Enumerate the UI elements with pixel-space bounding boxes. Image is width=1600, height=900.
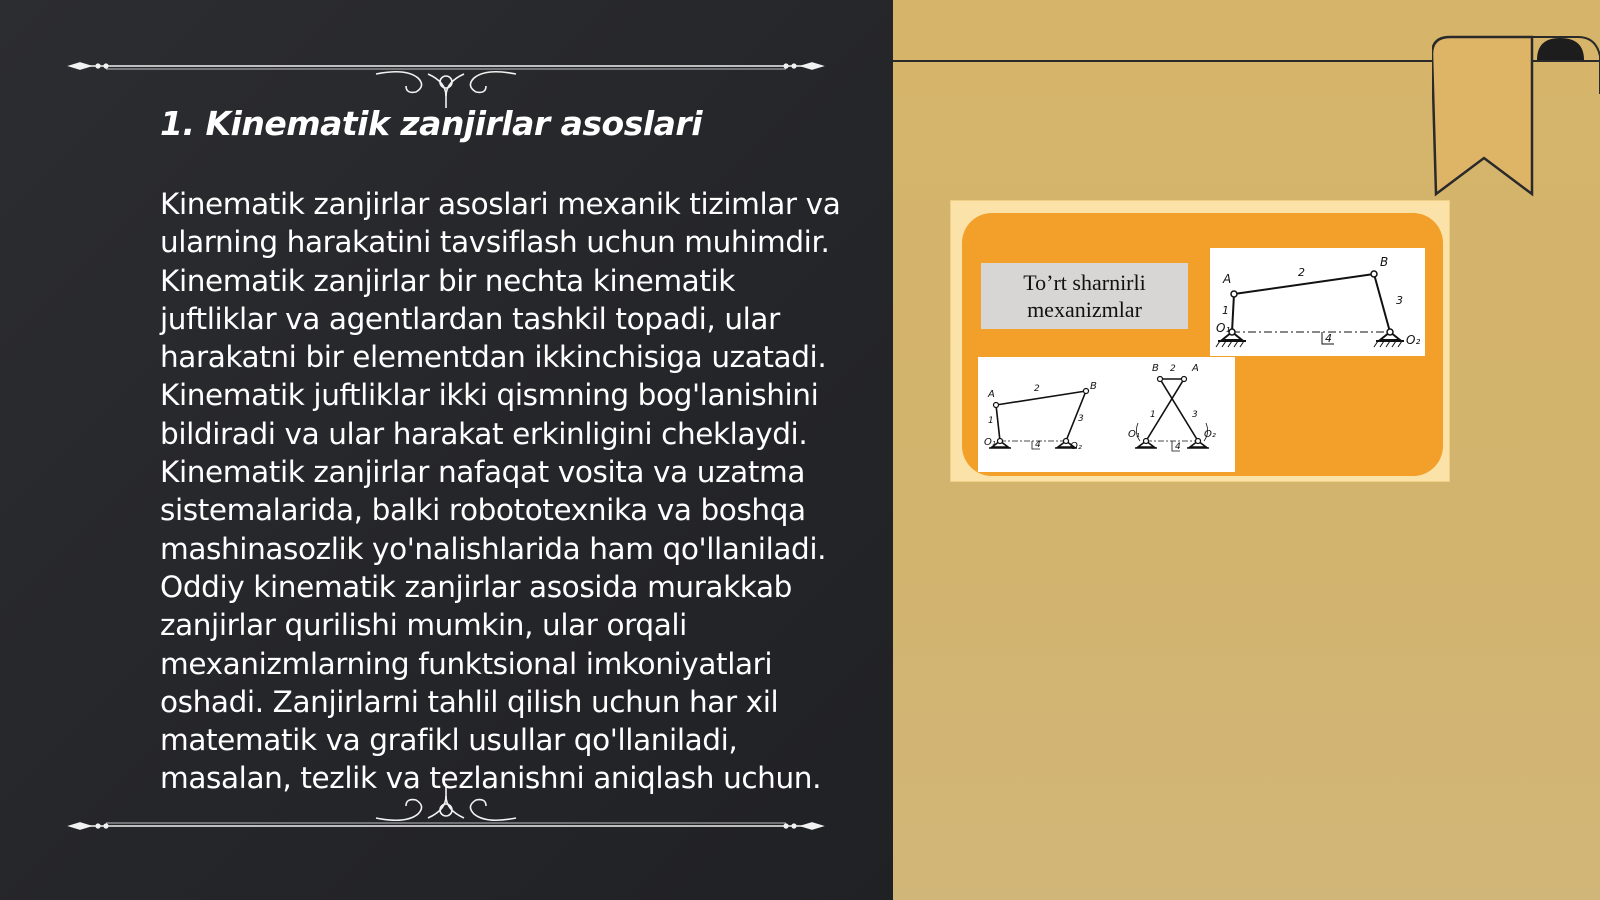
link-3-label-3: 3 xyxy=(1192,410,1198,420)
figure-background xyxy=(962,213,1443,476)
mechanism-figure xyxy=(950,200,1450,482)
pivot-o2-label-3: O₂ xyxy=(1204,429,1216,440)
pivot-o2-label-2: O₂ xyxy=(1070,441,1082,452)
point-b-label: B xyxy=(1380,255,1389,269)
link-2-label-3: 2 xyxy=(1170,364,1176,374)
figure-caption: To’rt sharnirli mexanizmlar xyxy=(981,263,1188,329)
point-a-label-3: A xyxy=(1192,363,1199,374)
link-4-label: 4 xyxy=(1325,332,1332,345)
ornament-divider-top-icon xyxy=(66,52,826,108)
point-b-label-3: B xyxy=(1152,363,1159,374)
slide-title: 1. Kinematik zanjirlar asoslari xyxy=(160,104,703,143)
link-4-label-3: 4 xyxy=(1175,442,1181,452)
link-2-label-2: 2 xyxy=(1034,384,1040,394)
pivot-o1-label-3: O₁ xyxy=(1128,429,1140,440)
point-a-label: A xyxy=(1223,272,1232,286)
link-4-label-2: 4 xyxy=(1035,440,1041,450)
link-3-label: 3 xyxy=(1396,294,1403,307)
four-bar-diagram-variants xyxy=(978,357,1235,472)
link-1-label-3: 1 xyxy=(1150,410,1156,420)
pivot-o1-label: O₁ xyxy=(1216,321,1231,335)
link-2-label: 2 xyxy=(1298,266,1305,279)
bookmark-ribbon-icon xyxy=(1432,34,1600,204)
link-3-label-2: 3 xyxy=(1078,414,1084,424)
point-a-label-2: A xyxy=(988,389,995,400)
pivot-o1-label-2: O₁ xyxy=(984,437,996,448)
slide-body-text: Kinematik zanjirlar asoslari mexanik tizimlar va ularning harakatini tavsiflash uchun muhimdir. Kinematik zanjirlar bir nechta kinematik juftliklar va agentlardan tashkil topadi, ular harakatni bir elementdan ikkinchisiga uzatadi. Kinematik juftliklar ikki qismning bog'lanishini bildiradi va ular harakat erkinligini cheklaydi. Kinematik zanjirlar nafaqat vosita va uzatma sistemalarida, balki robototexnika va boshqa mashinasozlik yo'nalishlarida ham qo'llaniladi. Oddiy kinematik zanjirlar asosida murakkab zanjirlar qurilishi mumkin, ular orqali mexanizmlarning funktsional imkoniyatlari oshadi. Zanjirlarni tahlil qilish uchun har xil matematik va grafikl usullar qo'llaniladi, masalan, tezlik va tezlanishni aniqlash uchun. xyxy=(160,187,841,796)
pivot-o2-label: O₂ xyxy=(1406,333,1421,347)
link-1-label: 1 xyxy=(1222,304,1229,317)
link-1-label-2: 1 xyxy=(988,416,994,426)
point-b-label-2: B xyxy=(1090,381,1097,392)
four-bar-diagram-main xyxy=(1210,248,1425,356)
